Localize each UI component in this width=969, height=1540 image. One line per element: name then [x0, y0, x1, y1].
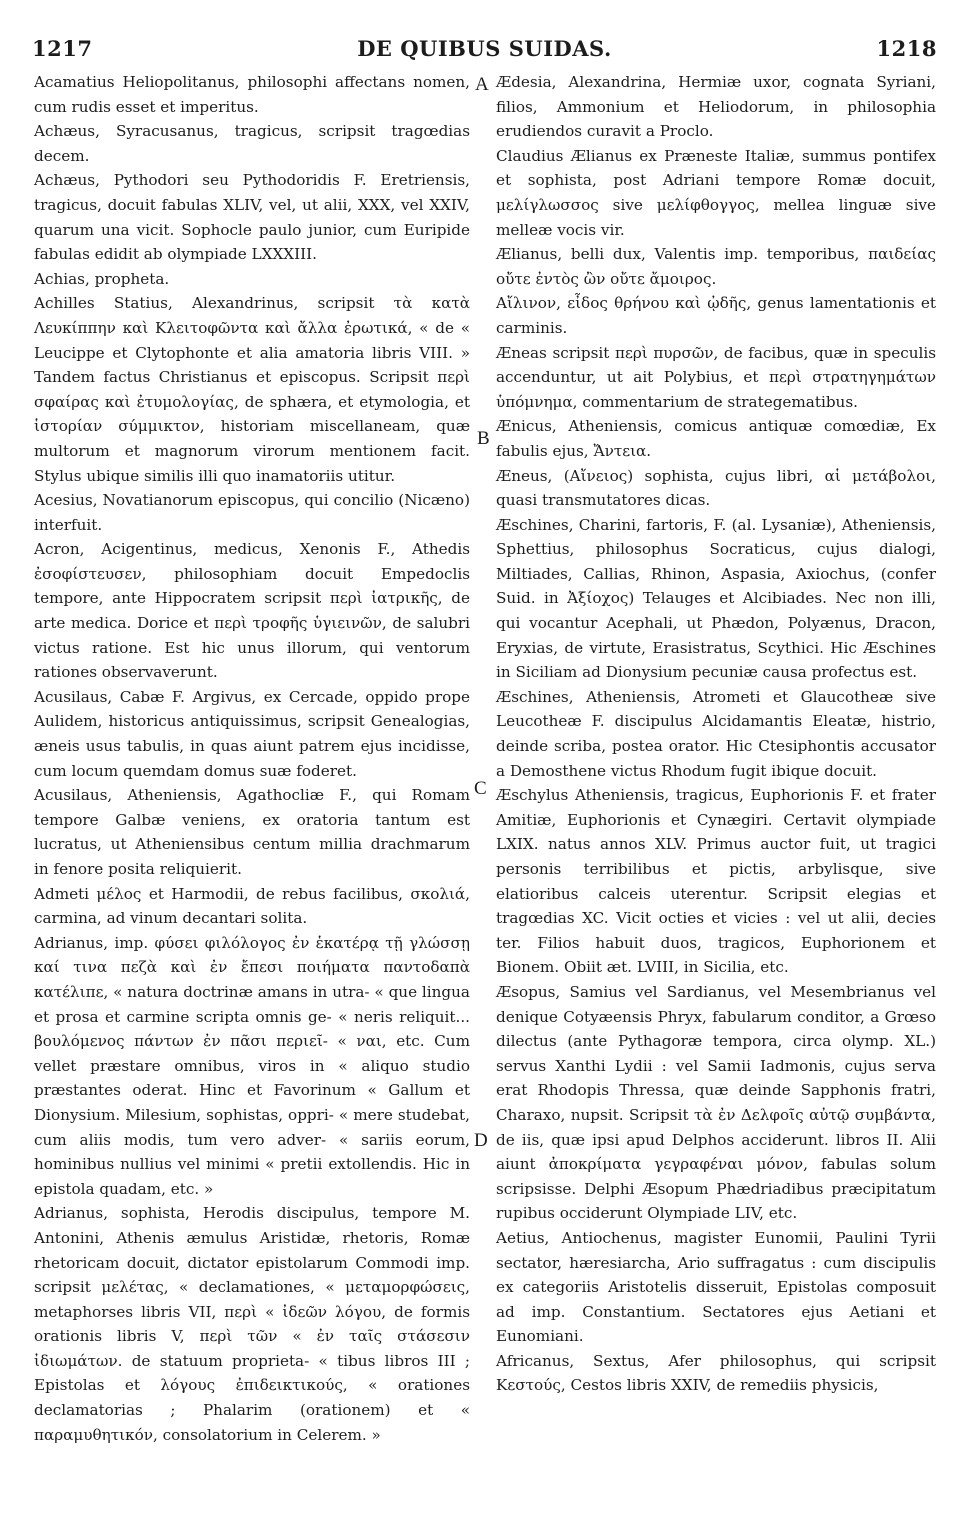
right-column: [496, 70, 936, 1398]
left-column: [34, 70, 470, 1447]
page-number-left: 1217: [32, 36, 93, 61]
entry-aeschines-orator: Æschines, Atheniensis, Atrometi et Glaucotheæ sive Leucotheæ F. discipulus Alcidamantis Eleatæ, histrio, deinde scriba, postea orator. Hic Ctesiphontis accusator a Demosthene victus Rhodum fugit ibique docuit.: [496, 687, 936, 780]
page-header: [32, 36, 937, 62]
entry-adrianus-sophista: Adrianus, sophista, Herodis discipulus, tempore M. Antonini, Athenis æmulus Aristidæ, rhetoris, Romæ rhetoricam docuit, dictator epistolarum Commodi imp. scripsit μελέτας, « declamationes, « μεταμορφώσεις, metaphorses libris VII, περὶ « ἰδεῶν λόγου, de formis orationis libris V, περὶ τῶν « ἐν ταῖς στάσεσιν ἰδιωμάτων. de statuum proprieta- « tibus libros III ; Epistolas et λόγους ἐπιδεικτικούς, « orationes declamatorias ; Phalarim (orationem) et « παραμυθητικόν, consolatorium in Celerem. »: [34, 1204, 470, 1444]
entry-adrianus-imp: Adrianus, imp. φύσει φιλόλογος ἐν ἑκατέρᾳ τῇ γλώσσῃ καί τινα πεζὰ καὶ ἐν ἔπεσι ποιήματα παντοδαπὰ κατέλιπε, « natura doctrinæ amans in utra- « que lingua et prosa et carmine scripta omnis ge- « neris reliquit... βουλόμενος πάντων ἐν πᾶσι περιεῖ- « ναι, etc. Cum vellet præstare omnibus, viros in « aliquo studio præstantes oderat. Hinc et Favorinum « Gallum et Dionysium. Milesium, sophistas, oppri- « mere studebat, cum aliis modis, tum vero adver- « sariis eorum, hominibus nullius vel minimi « pretii extollendis. Hic in epistola quadam, etc. »: [34, 933, 470, 1198]
running-title: DE QUIBUS SUIDAS.: [357, 36, 612, 61]
entry-achaeus-eretriensis: Achæus, Pythodori seu Pythodoridis F. Eretriensis, tragicus, docuit fabulas XLIV, vel, ut alii, XXX, vel XXIV, quarum una vicit. Sophocle paulo junior, cum Euripide fabulas edidit ab olympiade LXXXIII.: [34, 171, 470, 264]
entry-acamatius: Acamatius Heliopolitanus, philosophi affectans nomen, cum rudis esset et imperitus.: [34, 73, 470, 116]
entry-aeschylus: Æschylus Atheniensis, tragicus, Euphorionis F. et frater Amitiæ, Euphorionis et Cynægiri. Certavit olympiade LXIX. natus annos XLV. Primus auctor fuit, ut tragici personis terribilibus et pictis, arbylisque, sive elatioribus calceis uterentur. Scripsit elegias et tragœdias XC. Vicit octies et vicies : vel ut alii, decies ter. Filios habuit duos, tragicos, Euphorionem et Bionem. Obiit æt. LVIII, in Sicilia, etc.: [496, 786, 936, 977]
margin-marker-c: C: [474, 778, 487, 799]
entry-acusilaus-atheniensis: Acusilaus, Atheniensis, Agathocliæ F., qui Romam tempore Galbæ veniens, ex oratoria tantum est lucratus, ut Atheniensibus centum millia drachmarum in fenore posita reliquierit.: [34, 786, 470, 878]
entry-aedesia: Ædesia, Alexandrina, Hermiæ uxor, cognata Syriani, filios, Ammonium et Heliodorum, in philosophia erudiendos curavit a Proclo.: [496, 73, 936, 141]
entry-aeneus: Æneus, (Αἴνειος) sophista, cujus libri, αἱ μετάβολοι, quasi transmutatores dicas.: [496, 466, 936, 510]
entry-ailinon: Αἴλινον, εἶδος θρήνου καὶ ᾠδῆς, genus lamentationis et carminis.: [496, 294, 936, 337]
entry-aetius: Aetius, Antiochenus, magister Eunomii, Paulini Tyrii sectator, hæresiarcha, Ario suffragatus : cum discipulis ex categoriis Aristotelis disseruit, Epistolas composuit ad imp. Constantium. Sectatores ejus Aetiani et Eunomiani.: [496, 1228, 936, 1346]
entry-claudius-aelianus: Claudius Ælianus ex Præneste Italiæ, summus pontifex et sophista, post Adriani tempore Romæ docuit, μελίγλωσσος sive μελίφθογγος, mellea linguæ sive melleæ vocis vir.: [496, 146, 936, 239]
entry-aeneas: Æneas scripsit περὶ πυρσῶν, de facibus, quæ in speculis accenduntur, ut ait Polybius, et περὶ στρατηγημάτων ὑπόμνημα, commentarium de strategematibus.: [496, 343, 936, 411]
entry-aelianus-belli-dux: Ælianus, belli dux, Valentis imp. temporibus, παιδείας οὔτε ἐντὸς ὢν οὔτε ἄμοιρος.: [496, 245, 936, 288]
entry-acesius: Acesius, Novatianorum episcopus, qui concilio (Nicæno) interfuit.: [34, 491, 470, 534]
page-number-right: 1218: [876, 36, 937, 61]
entry-acron: Acron, Acigentinus, medicus, Xenonis F., Athedis ἐσοφίστευσεν, philosophiam docuit Empedoclis tempore, ante Hippocratem scripsit περὶ ἰατρικῆς, de arte medica. Dorice et περὶ τροφῆς ὑγιεινῶν, de salubri victus ratione. Est hic unus illorum, qui ventorum rationes observaverunt.: [34, 540, 470, 682]
margin-marker-d: D: [474, 1130, 488, 1151]
entry-admeti: Admeti μέλος et Harmodii, de rebus facilibus, σκολιά, carmina, ad vinum decantari solita.: [34, 884, 470, 928]
entry-achias: Achias, propheta.: [34, 269, 170, 288]
entry-achilles-statius: Achilles Statius, Alexandrinus, scripsit τὰ κατὰ Λευκίππην καὶ Κλειτοφῶντα καὶ ἄλλα ἐρωτικά, « de « Leucippe et Clytophonte et alia amatoria libris VIII. » Tandem factus Christianus et episcopus. Scripsit περὶ σφαίρας καὶ ἐτυμολογίας, de sphæra, et etymologia, et ἱστορίαν σύμμικτον, historiam miscellaneam, quæ multorum et magnorum virorum mentionem facit. Stylus ubique similis illi quo inamatoriis utitur.: [34, 294, 470, 485]
entry-aesopus: Æsopus, Samius vel Sardianus, vel Mesembrianus vel denique Cotyæensis Phryx, fabularum conditor, a Grœso dilectus (ante Pythagoræ tempora, circa olymp. XL.) servus Xanthi Lydii : vel Samii Iadmonis, cujus serva erat Rhodopis Thressa, quæ deinde Sapphonis fratri, Charaxo, nupsit. Scripsit τὰ ἐν Δελφοῖς αὐτῷ συμβάντα, de iis, quæ ipsi apud Delphos acciderunt. libros II. Alii aiunt ἀποκρίματα γεγραφέναι μόνον, fabulas solum scripsisse. Delphi Æsopum Phædriadibus præcipitatum rupibus occiderunt Olympiade LIV, etc.: [496, 982, 936, 1223]
entry-acusilaus-argivus: Acusilaus, Cabæ F. Argivus, ex Cercade, oppido prope Aulidem, historicus antiquissimus, scripsit Genealogias, æneis usus tabulis, in quas aiunt patrem ejus incidisse, cum locum quemdam domus suæ foderet.: [34, 687, 470, 780]
margin-marker-a: A: [475, 74, 489, 95]
entry-africanus: Africanus, Sextus, Afer philosophus, qui scripsit Κεστούς, Cestos libris XXIV, de remediis physicis,: [496, 1351, 936, 1395]
margin-marker-b: B: [477, 428, 490, 449]
entry-aenicus: Ænicus, Atheniensis, comicus antiquæ comœdiæ, Ex fabulis ejus, Ἄντεια.: [496, 417, 936, 460]
entry-aeschines-socraticus: Æschines, Charini, fartoris, F. (al. Lysaniæ), Atheniensis, Sphettius, philosophus Socraticus, cujus dialogi, Miltiades, Callias, Rhinon, Aspasia, Axiochus, (confer Suid. in Ἀξίοχος) Telauges et Alcibiades. Nec non illi, qui vocantur Acephali, ut Phædon, Polyænus, Dracon, Eryxias, de virtute, Erasistratus, Scythici. Hic Æschines in Siciliam ad Dionysium pecuniæ causa profectus est.: [496, 515, 936, 682]
entry-achaeus-syracusanus: Achæus, Syracusanus, tragicus, scripsit tragœdias decem.: [34, 122, 470, 165]
